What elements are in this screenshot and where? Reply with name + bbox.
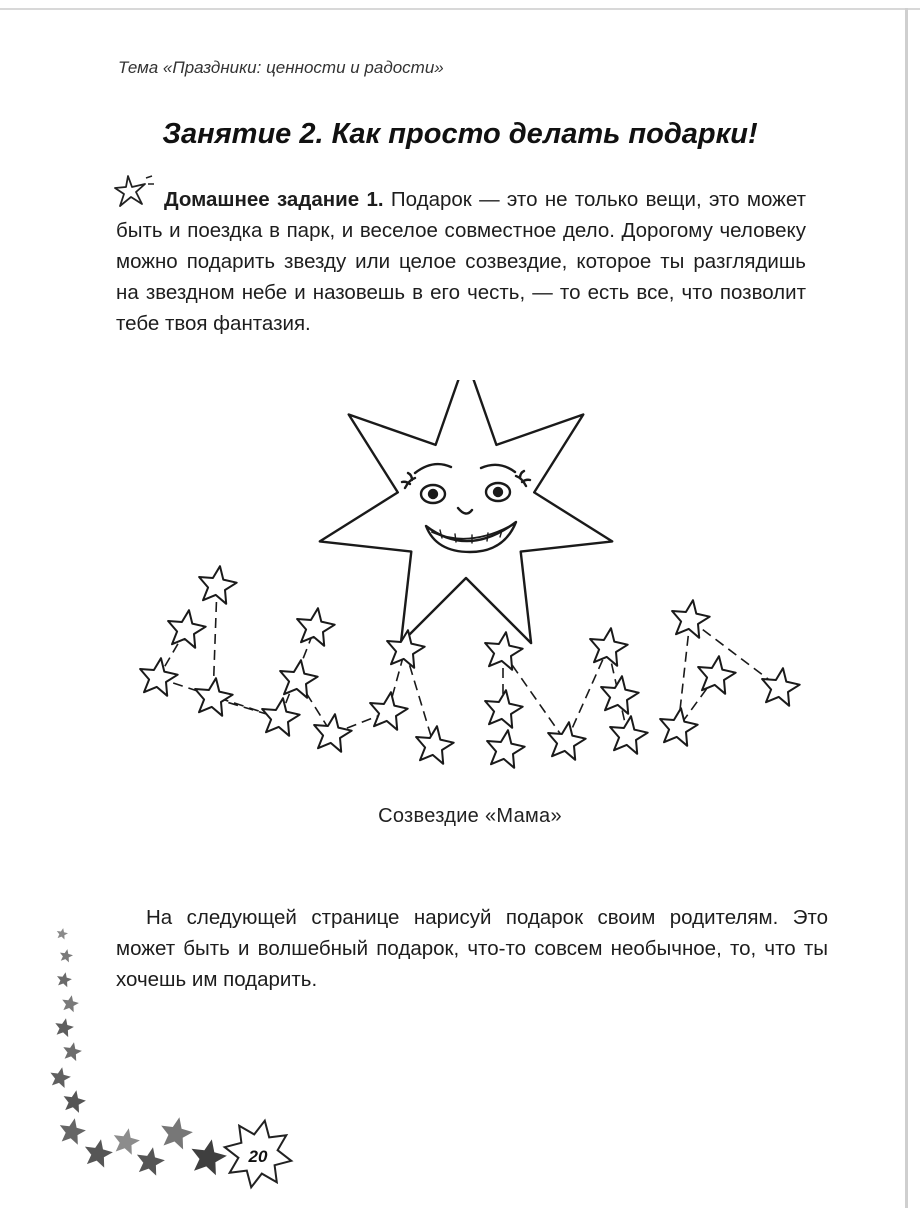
constellation-star-icon	[698, 656, 736, 694]
constellation-star-icon	[487, 730, 525, 768]
page-edge-top	[0, 8, 920, 10]
task-text: На следующей странице нарисуй подарок своим родителям. Это может быть и волшебный подарок, что-то совсем необычное, то, что ты хочешь им подарить.	[116, 906, 828, 991]
homework-text: Подарок — это не только вещи, это может быть и поездка в парк, и веселое совместное дело. Дорогому человеку можно подарить звезду или целое созвездие, которое ты разглядишь на звездном небе и назовешь в его честь, — то есть все, что позволит тебе твоя фантазия.	[116, 188, 806, 335]
decor-star-icon	[60, 949, 73, 962]
homework-paragraph	[116, 184, 806, 339]
constellation-star-icon	[297, 608, 335, 646]
running-header: Тема «Праздники: ценности и радости»	[118, 58, 444, 77]
decor-star-icon	[57, 972, 72, 987]
constellation-star-icon	[199, 566, 237, 604]
decor-star-icon	[161, 1117, 193, 1149]
constellation-star-icon	[548, 722, 586, 760]
illustration-caption: Созвездие «Мама»	[378, 805, 562, 827]
decor-star-icon	[50, 1067, 71, 1088]
constellation-star-icon	[485, 632, 523, 670]
constellation-star-icon	[416, 726, 454, 764]
constellation-star-icon	[762, 668, 800, 706]
decor-star-icon	[114, 1128, 140, 1154]
constellation-star-icon	[672, 600, 710, 638]
constellation-line	[566, 648, 608, 742]
constellation-star-icon	[195, 678, 233, 716]
homework-label: Домашнее задание 1.	[164, 188, 384, 211]
decor-star-icon	[57, 928, 68, 939]
constellation-star-icon	[590, 628, 628, 666]
page-number: 20	[248, 1147, 268, 1166]
constellation-star-icon	[660, 708, 698, 746]
decor-star-icon	[63, 1042, 82, 1061]
decor-star-icon	[192, 1139, 227, 1175]
decor-star-icon	[55, 1018, 74, 1037]
constellation-star-icon	[601, 676, 639, 714]
constellation-star-icon	[387, 630, 425, 668]
decor-star-icon	[60, 1118, 86, 1144]
constellation-line	[690, 620, 780, 688]
constellation-star-icon	[370, 692, 408, 730]
star-face	[402, 464, 530, 552]
decor-star-icon	[137, 1147, 165, 1175]
constellation-star-icon	[280, 660, 318, 698]
constellation-star-icon	[140, 658, 178, 696]
constellation-star-icon	[314, 714, 352, 752]
constellation-star-icon	[262, 698, 300, 736]
decor-star-icon	[64, 1090, 86, 1113]
lesson-title: Занятие 2. Как просто делать подарки!	[162, 118, 758, 150]
constellation-star-icon	[168, 610, 206, 648]
smiling-star-icon	[0, 380, 920, 800]
constellation-star-icon	[610, 716, 648, 754]
constellation-star-icon	[485, 690, 523, 728]
decor-star-icon	[85, 1139, 113, 1167]
decor-star-icon	[62, 995, 79, 1012]
